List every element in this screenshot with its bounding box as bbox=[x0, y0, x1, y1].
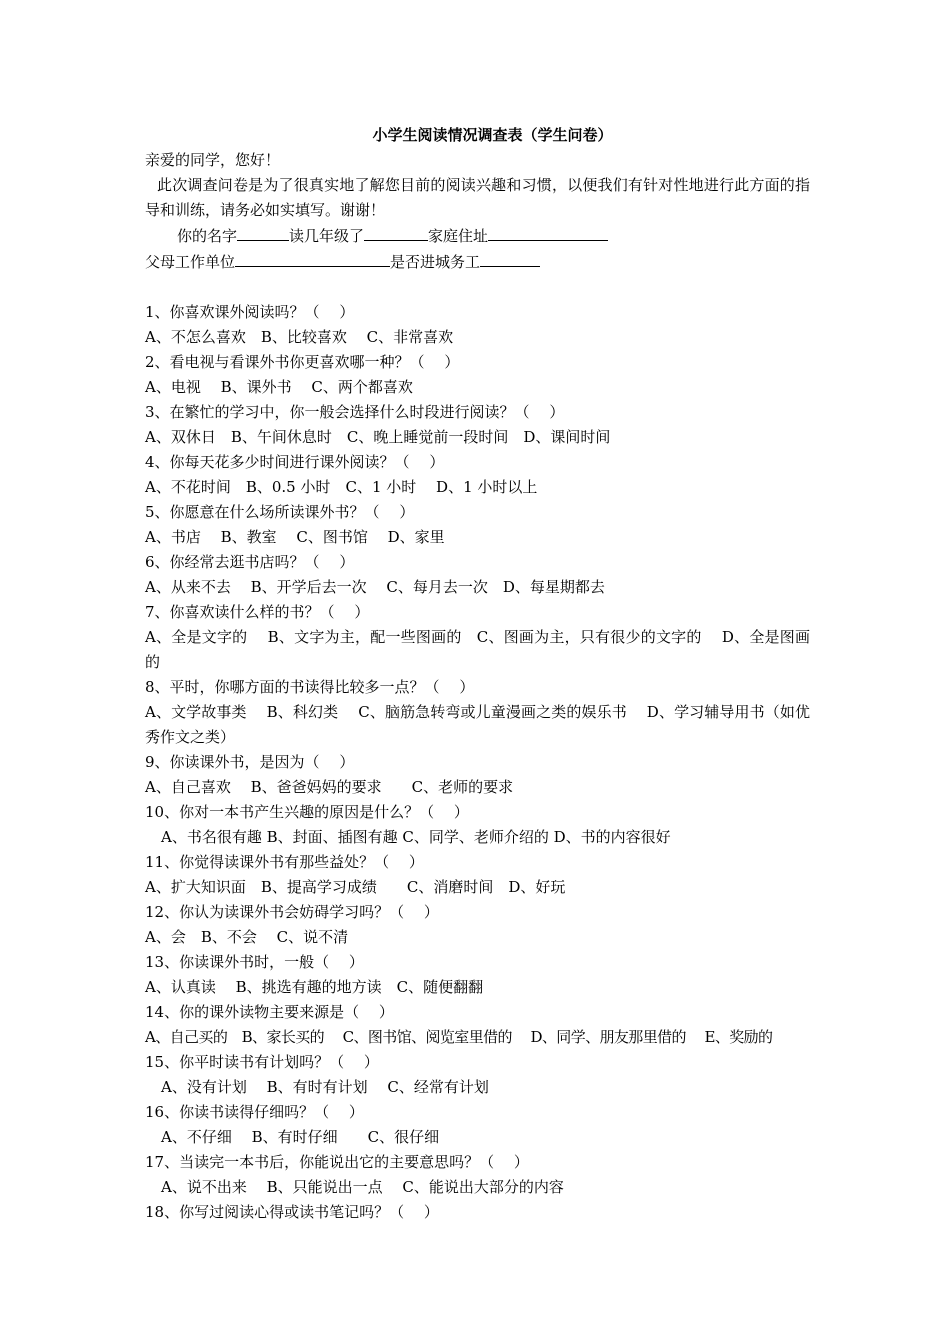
question-2: 2、看电视与看课外书你更喜欢哪一种？（ ） bbox=[145, 353, 460, 371]
parent-work-label: 父母工作单位 bbox=[145, 253, 236, 271]
question-list bbox=[145, 300, 810, 1225]
name-field[interactable] bbox=[237, 223, 289, 241]
question-14: 14、你的课外读物主要来源是（ ） bbox=[145, 1003, 394, 1021]
intro-paragraph bbox=[145, 173, 810, 223]
options-4: A、不花时间 B、0.5 小时 C、1 小时 D、1 小时以上 bbox=[145, 478, 538, 496]
options-16: A、不仔细 B、有时仔细 C、很仔细 bbox=[161, 1128, 440, 1146]
address-label: 家庭住址 bbox=[428, 227, 489, 245]
options-10: A、书名很有趣 B、封面、插图有趣 C、同学、老师介绍的 D、书的内容很好 bbox=[161, 828, 671, 846]
grade-label: 读几年级了 bbox=[289, 227, 365, 245]
spacer bbox=[145, 275, 810, 300]
greeting: 亲爱的同学，您好！ bbox=[145, 151, 281, 169]
options-12: A、会 B、不会 C、说不清 bbox=[145, 928, 349, 946]
question-10: 10、你对一本书产生兴趣的原因是什么？（ ） bbox=[145, 803, 469, 821]
form-row-1 bbox=[145, 223, 810, 249]
parent-work-field[interactable] bbox=[235, 249, 390, 267]
options-14: A、自己买的 B、家长买的 C、图书馆、阅览室里借的 D、同学、朋友那里借的 E、奖励的 bbox=[145, 1028, 773, 1046]
address-field[interactable] bbox=[488, 223, 608, 241]
question-7: 7、你喜欢读什么样的书？（ ） bbox=[145, 603, 370, 621]
question-12: 12、你认为读课外书会妨碍学习吗？（ ） bbox=[145, 903, 439, 921]
options-5: A、书店 B、教室 C、图书馆 D、家里 bbox=[145, 528, 445, 546]
options-9: A、自己喜欢 B、爸爸妈妈的要求 C、老师的要求 bbox=[145, 778, 514, 796]
question-17: 17、当读完一本书后，你能说出它的主要意思吗？（ ） bbox=[145, 1153, 529, 1171]
question-18: 18、你写过阅读心得或读书笔记吗？（ ） bbox=[145, 1203, 439, 1221]
question-11: 11、你觉得读课外书有那些益处？（ ） bbox=[145, 853, 424, 871]
question-5: 5、你愿意在什么场所读课外书？（ ） bbox=[145, 503, 415, 521]
migrant-field[interactable] bbox=[480, 249, 540, 267]
page-title: 小学生阅读情况调查表（学生问卷） bbox=[372, 126, 613, 144]
options-7: A、全是文字的 B、文字为主，配一些图画的 C、图画为主，只有很少的文字的 D、全是图画的 bbox=[145, 628, 810, 671]
options-8: A、文学故事类 B、科幻类 C、脑筋急转弯或儿童漫画之类的娱乐书 D、学习辅导用书（如优秀作文之类） bbox=[145, 703, 810, 746]
options-15: A、没有计划 B、有时有计划 C、经常有计划 bbox=[161, 1078, 489, 1096]
question-8: 8、平时，你哪方面的书读得比较多一点？（ ） bbox=[145, 678, 475, 696]
options-17: A、说不出来 B、只能说出一点 C、能说出大部分的内容 bbox=[161, 1178, 564, 1196]
question-16: 16、你读书读得仔细吗？（ ） bbox=[145, 1103, 364, 1121]
question-9: 9、你读课外书，是因为（ ） bbox=[145, 753, 355, 771]
form-row-2 bbox=[145, 249, 810, 275]
question-3: 3、在繁忙的学习中，你一般会选择什么时段进行阅读？（ ） bbox=[145, 403, 565, 421]
name-label: 你的名字 bbox=[177, 227, 238, 245]
grade-field[interactable] bbox=[364, 223, 428, 241]
options-2: A、电视 B、课外书 C、两个都喜欢 bbox=[145, 378, 413, 396]
options-11: A、扩大知识面 B、提高学习成绩 C、消磨时间 D、好玩 bbox=[145, 878, 566, 896]
questionnaire-page bbox=[145, 123, 810, 1225]
question-4: 4、你每天花多少时间进行课外阅读？（ ） bbox=[145, 453, 445, 471]
question-1: 1、你喜欢课外阅读吗？（ ） bbox=[145, 303, 355, 321]
options-3: A、双休日 B、午间休息时 C、晚上睡觉前一段时间 D、课间时间 bbox=[145, 428, 611, 446]
options-13: A、认真读 B、挑选有趣的地方读 C、随便翻翻 bbox=[145, 978, 484, 996]
question-15: 15、你平时读书有计划吗？（ ） bbox=[145, 1053, 379, 1071]
intro-text: 此次调查问卷是为了很真实地了解您目前的阅读兴趣和习惯，以便我们有针对性地进行此方面的指导和训练，请务必如实填写。谢谢！ bbox=[145, 176, 810, 219]
options-6: A、从来不去 B、开学后去一次 C、每月去一次 D、每星期都去 bbox=[145, 578, 605, 596]
question-6: 6、你经常去逛书店吗？（ ） bbox=[145, 553, 355, 571]
question-13: 13、你读课外书时，一般（ ） bbox=[145, 953, 364, 971]
migrant-label: 是否进城务工 bbox=[390, 253, 481, 271]
options-1: A、不怎么喜欢 B、比较喜欢 C、非常喜欢 bbox=[145, 328, 454, 346]
